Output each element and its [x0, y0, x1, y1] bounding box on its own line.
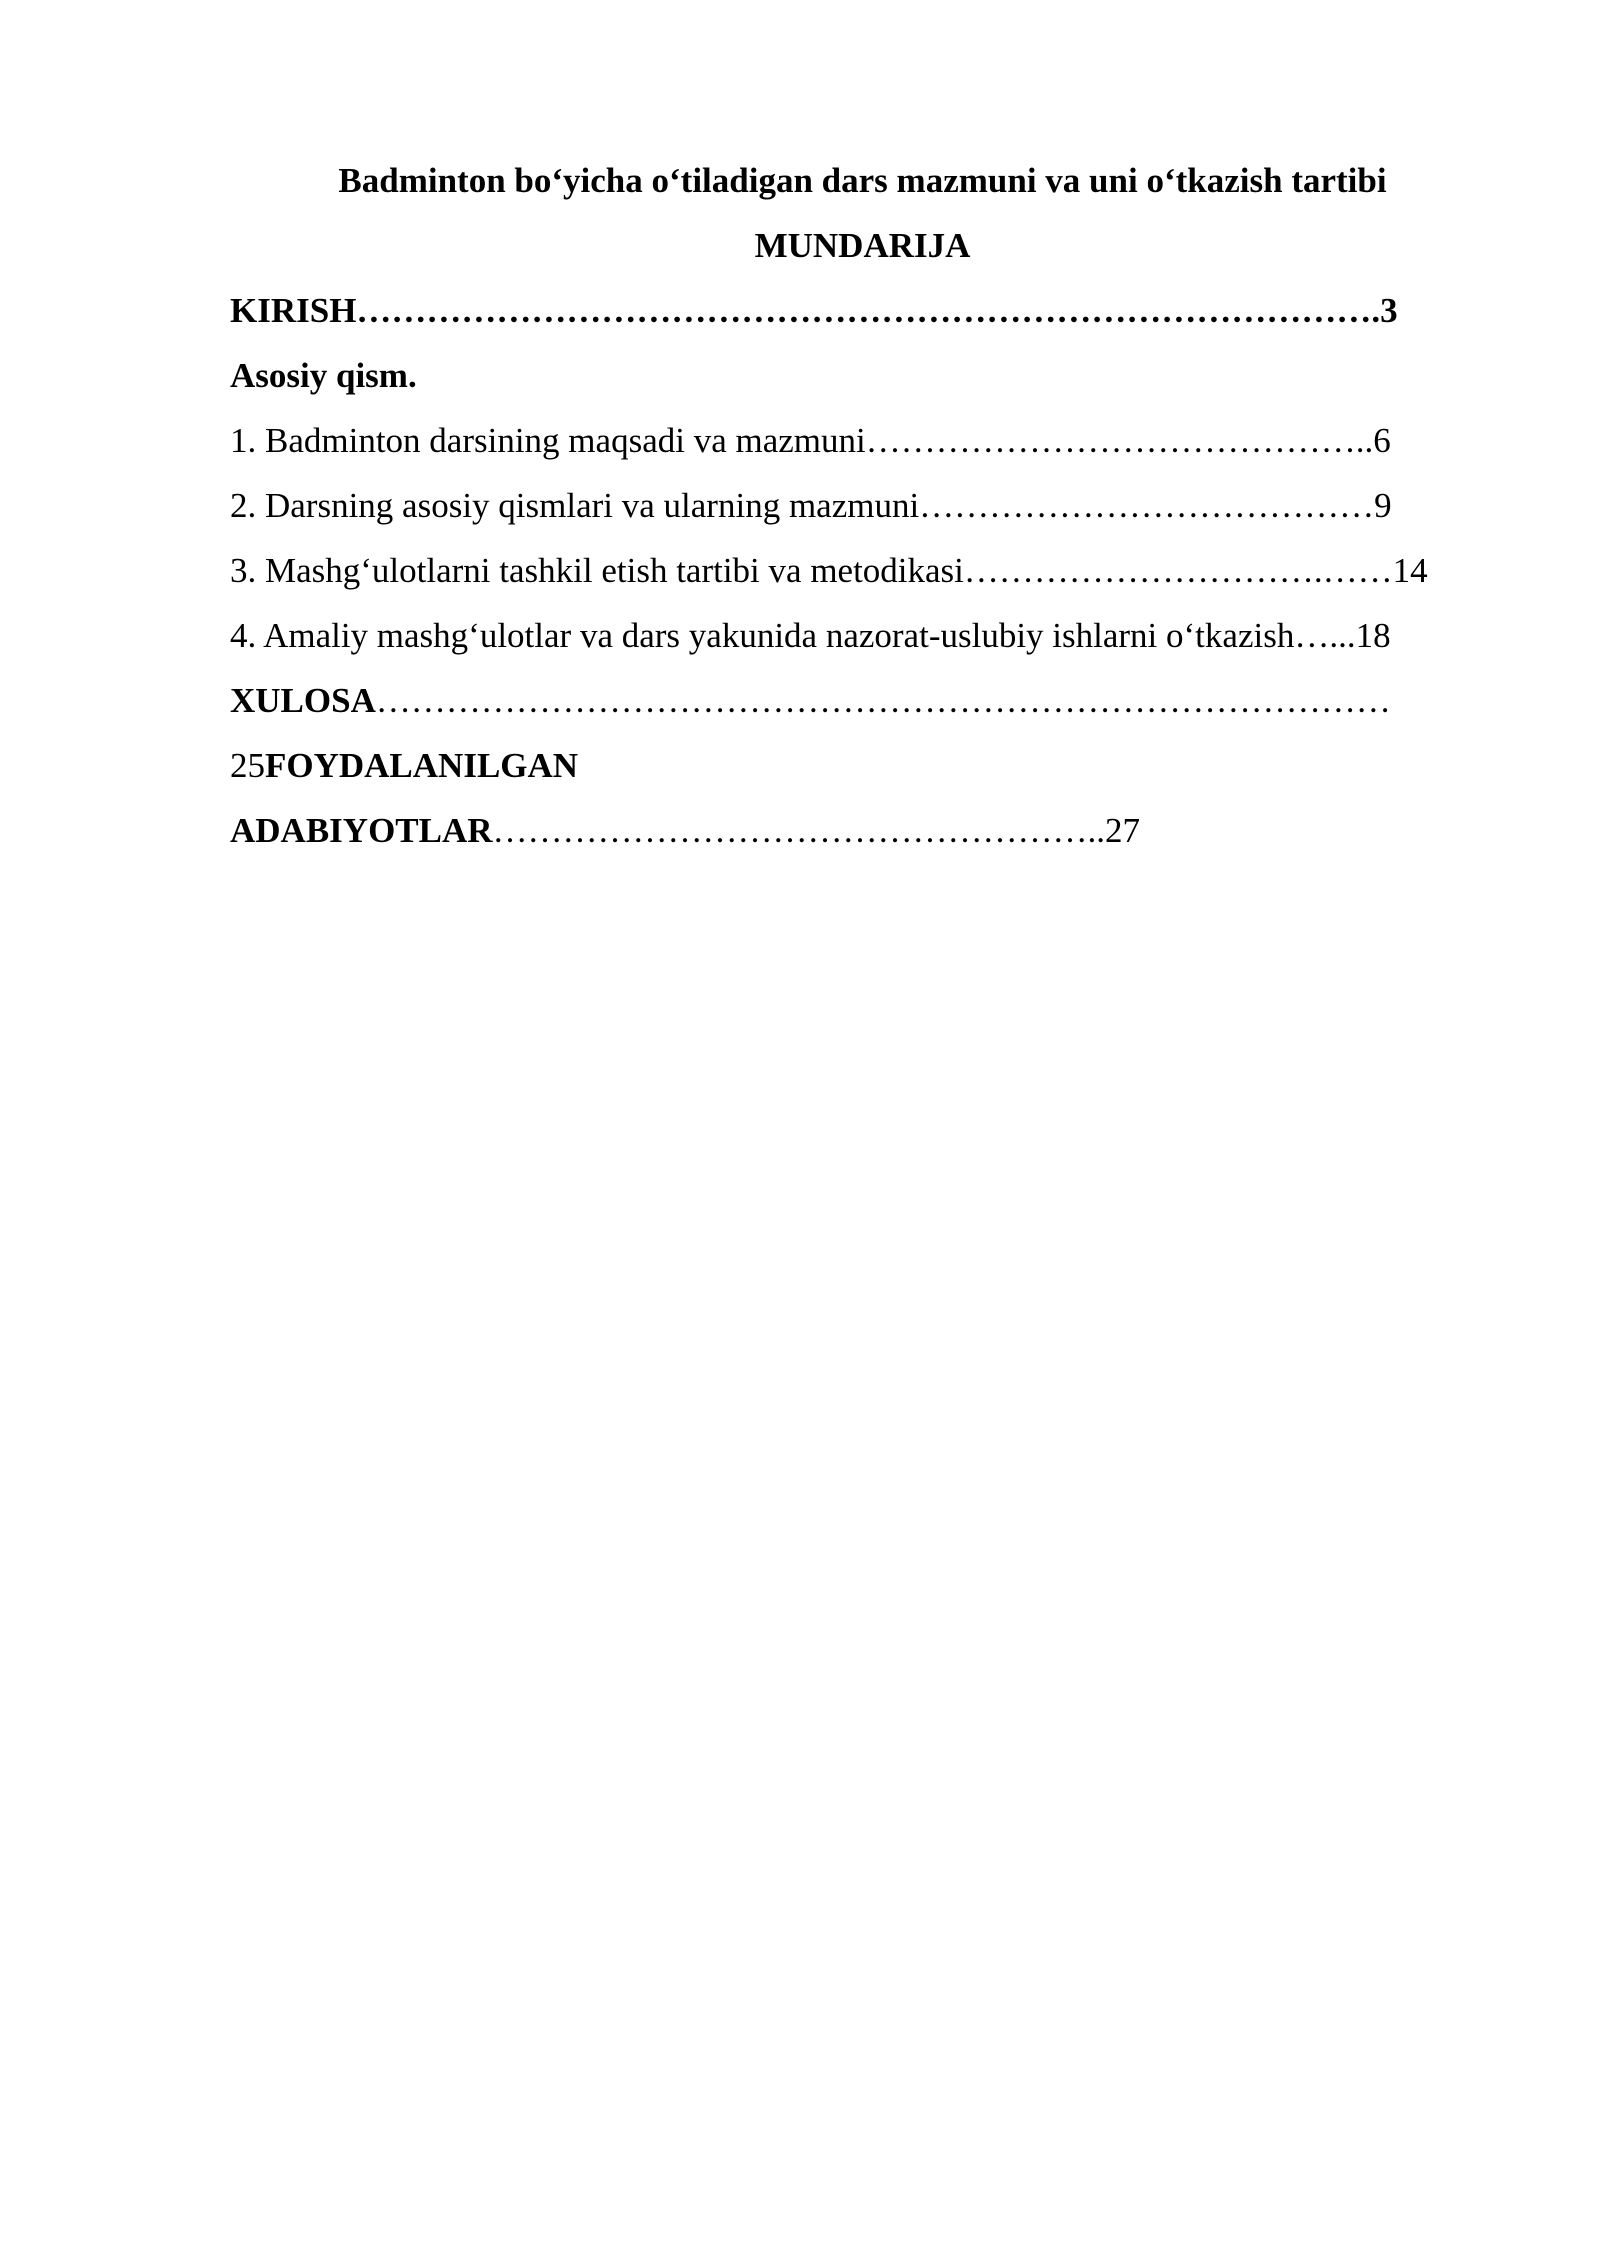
table-of-contents [230, 148, 1490, 863]
toc-entry-2: 2. Darsning asosiy qismlari va ularning mazmuni…………………………………9 [230, 486, 1392, 525]
toc-xulosa-leader: …………………………………………………………………………… [375, 681, 1391, 720]
toc-entry-4: 4. Amaliy mashg‘ulotlar va dars yakunida nazorat-uslubiy ishlarni o‘tkazish…...18 [230, 616, 1391, 655]
toc-entry-kirish: KIRISH…………………………………………………………………………….3 [230, 291, 1398, 330]
toc-entry-xulosa [230, 668, 1490, 733]
document-title: Badminton bo‘yicha o‘tiladigan dars mazmuni va uni o‘tkazish tartibi [338, 161, 1387, 200]
toc-adabiyotlar-leader-page: ……………………………………………..27 [492, 811, 1141, 850]
toc-xulosa-label: XULOSA [230, 681, 376, 720]
toc-entry-adabiyotlar [230, 798, 1490, 863]
toc-heading: MUNDARIJA [754, 226, 971, 265]
toc-adabiyotlar-label: ADABIYOTLAR [230, 811, 493, 850]
toc-xulosa-page: 25 [230, 746, 265, 785]
toc-entry-foydalanilgan [230, 733, 1490, 798]
toc-foydalanilgan-label: FOYDALANILGAN [265, 746, 579, 785]
toc-entry-1: 1. Badminton darsining maqsadi va mazmuni……………………………………..6 [230, 421, 1391, 460]
toc-section-asosiy: Asosiy qism. [230, 356, 417, 395]
toc-entry-3: 3. Mashg‘ulotlarni tashkil etish tartibi va metodikasi………………………….……14 [230, 551, 1428, 590]
